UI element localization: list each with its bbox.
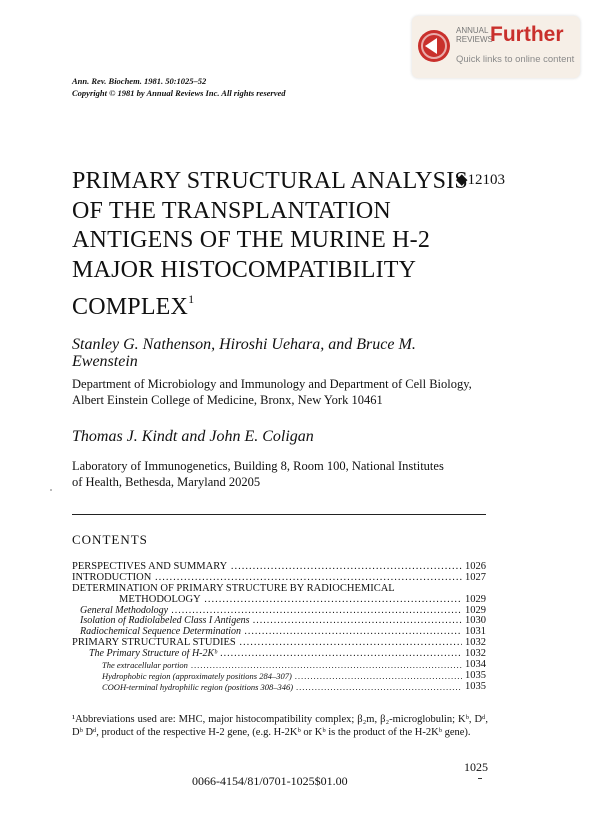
title-line: COMPLEX$^1$ bbox=[72, 292, 195, 320]
copyright-line: Copyright © 1981 by Annual Reviews Inc. All rights reserved bbox=[72, 88, 286, 98]
toc-entry[interactable]: METHODOLOGY ..... 1029 bbox=[72, 595, 486, 606]
affiliation-group1-line1: Department of Microbiology and Immunology and Department of Cell Biology, bbox=[72, 377, 472, 391]
scan-speck bbox=[50, 489, 52, 491]
table-of-contents bbox=[72, 562, 486, 693]
journal-citation: Ann. Rev. Biochem. 1981. 50:1025–52 bbox=[72, 76, 207, 86]
page-number: 1025 bbox=[464, 760, 488, 774]
title-line: MAJOR HISTOCOMPATIBILITY bbox=[72, 256, 417, 283]
title-line: PRIMARY STRUCTURAL ANALYSIS bbox=[72, 168, 468, 194]
toc-entry[interactable]: PERSPECTIVES AND SUMMARY ..... 1026 bbox=[72, 562, 486, 573]
title-footnote-mark: 1 bbox=[188, 292, 195, 306]
further-tagline: Quick links to online content bbox=[456, 54, 575, 65]
toc-entry[interactable]: PRIMARY STRUCTURAL STUDIES ..... 1032 bbox=[72, 638, 486, 649]
toc-entry[interactable]: COOH-terminal hydrophilic region (positions 308–346) ..... 1035 bbox=[72, 682, 486, 693]
affiliation-group2-line1: Laboratory of Immunogenetics, Building 8, Room 100, National Institutes bbox=[72, 459, 444, 473]
authors-group1-line2: Ewenstein bbox=[72, 353, 138, 370]
toc-entry[interactable]: DETERMINATION OF PRIMARY STRUCTURE BY RADIOCHEMICAL bbox=[72, 583, 395, 594]
title-line: ANTIGENS OF THE MURINE H-2 bbox=[72, 227, 431, 253]
toc-entry[interactable]: General Methodology ..... 1029 bbox=[72, 606, 486, 617]
toc-entry[interactable]: The Primary Structure of H-2Kᵇ ..... 1032 bbox=[72, 649, 486, 660]
abbreviations-footnote: ¹Abbreviations used are: MHC, major histocompatibility complex; β₂m, β₂-microglobulin; Kᵇ, Dᵈ, Dᵇ Dᵈ, product of the respective H-2 gene, (e.g. H-2Kᵇ or Kᵇ is the product of the H-2Kᵇ gene). bbox=[72, 714, 488, 738]
title-line: OF THE TRANSPLANTATION bbox=[72, 197, 391, 224]
contents-heading: CONTENTS bbox=[72, 532, 148, 547]
article-title bbox=[72, 167, 468, 323]
annual-reviews-further-banner[interactable] bbox=[412, 16, 580, 78]
scan-mark bbox=[478, 778, 482, 779]
authors-group1-line1: Stanley G. Nathenson, Hiroshi Uehara, and Bruce M. bbox=[72, 336, 416, 353]
further-arrow-icon bbox=[418, 30, 450, 62]
toc-entry[interactable]: Hydrophobic region (approximately positions 284–307) ..... 1035 bbox=[72, 671, 486, 682]
article-code: ◆12103 bbox=[456, 172, 506, 188]
brand-annual: ANNUAL bbox=[456, 26, 489, 35]
authors-group2: Thomas J. Kindt and John E. Coligan bbox=[72, 428, 314, 445]
section-divider bbox=[72, 514, 486, 515]
affiliation-group2-line2: of Health, Bethesda, Maryland 20205 bbox=[72, 475, 261, 489]
toc-entry[interactable]: The extracellular portion ..... 1034 bbox=[72, 660, 486, 671]
toc-entry[interactable]: Radiochemical Sequence Determination ..... 1031 bbox=[72, 627, 486, 638]
toc-entry[interactable]: INTRODUCTION ..... 1027 bbox=[72, 573, 486, 584]
affiliation-group1-line2: Albert Einstein College of Medicine, Bronx, New York 10461 bbox=[72, 393, 383, 407]
further-wordmark: Further bbox=[490, 23, 564, 46]
brand-reviews: REVIEWS bbox=[456, 35, 493, 44]
issn-line: 0066-4154/81/0701-1025$01.00 bbox=[192, 774, 348, 788]
toc-entry[interactable]: Isolation of Radiolabeled Class I Antigens ..... 1030 bbox=[72, 616, 486, 627]
